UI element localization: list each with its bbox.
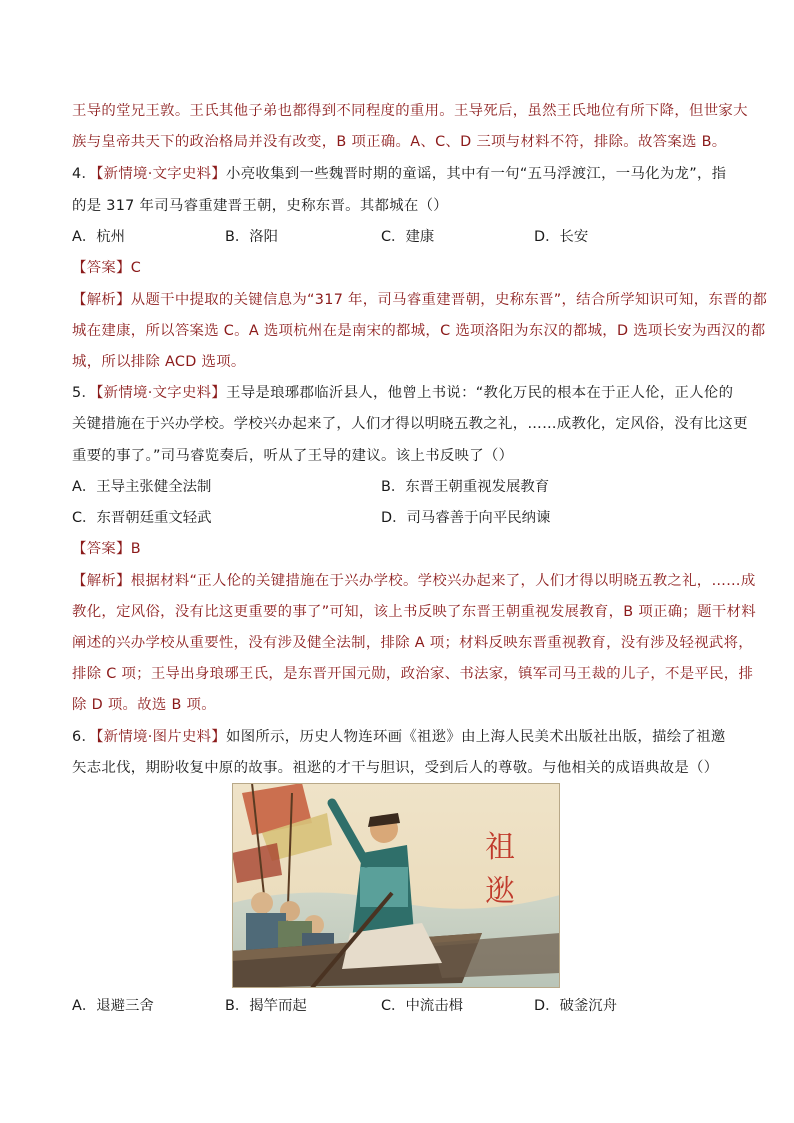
q4-option-c: C．建康	[381, 229, 435, 245]
q4-analysis-line-3: 城，所以排除 ACD 选项。	[72, 354, 246, 370]
q5-option-a: A．王导主张健全法制	[72, 479, 212, 495]
q6-option-d: D．破釜沉舟	[534, 998, 618, 1014]
q4-option-a: A．杭州	[72, 229, 126, 245]
q5-answer-tag: 【答案】	[72, 541, 131, 557]
q5-option-b: B．东晋王朝重视发展教育	[381, 479, 550, 495]
figure-title-char-1: 祖	[485, 830, 515, 865]
q5-analysis-line-2: 教化，定风俗，没有比这更重要的事了”可知，该上书反映了东晋王朝重视发展教育，B 项正确；题干材料	[72, 604, 756, 620]
q5-analysis-line-1	[72, 571, 756, 591]
q5-analysis-line-5: 除 D 项。故选 B 项。	[72, 697, 216, 713]
intro-line-1: 王导的堂兄王敦。王氏其他子弟也都得到不同程度的重用。王导死后，虽然王氏地位有所下降，但世家大	[72, 103, 748, 119]
q4-stem-line-1	[72, 164, 726, 184]
q5-stem-text-1: 王导是琅琊郡临沂县人，他曾上书说：“教化万民的根本在于正人伦，正人伦的	[226, 385, 734, 401]
intro-line-2: 族与皇帝共天下的政治格局并没有改变，B 项正确。A、C、D 三项与材料不符，排除。故答案选 B。	[72, 134, 727, 150]
q6-option-c: C．中流击楫	[381, 998, 464, 1014]
q5-analysis-line-4: 排除 C 项；王导出身琅琊王氏，是东晋开国元勋，政治家、书法家，镇军司马王裁的儿子，不是平民，排	[72, 666, 754, 682]
q5-tag: 【新情境·文字史料】	[96, 385, 227, 401]
zuti-comic-illustration	[232, 783, 560, 988]
comic-painting	[232, 783, 560, 988]
q4-option-b: B．洛阳	[225, 229, 279, 245]
q5-stem-line-2: 关键措施在于兴办学校。学校兴办起来了，人们才得以明晓五教之礼，……成教化，定风俗，没有比这更	[72, 416, 748, 432]
q5-analysis-text-1: 根据材料“正人伦的关键措施在于兴办学校。学校兴办起来了，人们才得以明晓五教之礼，……成	[130, 573, 756, 589]
q5-answer-value: B	[130, 541, 141, 557]
q4-analysis-line-1	[72, 290, 767, 310]
q5-analysis-line-3: 阐述的兴办学校从重要性，没有涉及健全法制，排除 A 项；材料反映东晋重视教育，没有涉及轻视武将，	[72, 635, 753, 651]
q5-number: 5．	[72, 385, 97, 401]
q5-analysis-tag: 【解析】	[72, 573, 131, 589]
q6-stem-line-1	[72, 727, 726, 747]
q5-option-d: D．司马睿善于向平民纳谏	[381, 510, 551, 526]
q4-answer-tag: 【答案】	[72, 260, 131, 276]
q4-answer-value: C	[130, 260, 142, 276]
q6-option-a: A．退避三舍	[72, 998, 154, 1014]
q5-stem-line-3: 重要的事了。”司马睿览奏后，听从了王导的建议。该上书反映了（）	[72, 448, 514, 464]
q4-analysis-line-2: 城在建康，所以答案选 C。A 选项杭州在是南宋的都城，C 选项洛阳为东汉的都城，D 选项长安为西汉的都	[72, 323, 766, 339]
q6-tag: 【新情境·图片史料】	[96, 729, 227, 745]
q4-analysis-text-1: 从题干中提取的关键信息为“317 年，司马睿重建晋朝，史称东晋”，结合所学知识可知，东晋的都	[130, 292, 768, 308]
q4-analysis-tag: 【解析】	[72, 292, 131, 308]
soldier-head	[251, 892, 273, 914]
q4-option-d: D．长安	[534, 229, 589, 245]
q4-tag: 【新情境·文字史料】	[96, 166, 227, 182]
q5-answer	[72, 539, 141, 559]
q4-number: 4．	[72, 166, 97, 182]
q5-option-c: C．东晋朝廷重文轻武	[72, 510, 212, 526]
figure-title-char-2: 逖	[485, 874, 515, 909]
q4-answer	[72, 258, 141, 278]
q5-stem-line-1	[72, 383, 733, 403]
q4-stem-line-2: 的是 317 年司马睿重建晋王朝，史称东晋。其都城在（）	[72, 198, 449, 214]
q6-option-b: B．揭竿而起	[225, 998, 307, 1014]
q6-number: 6．	[72, 729, 97, 745]
q6-stem-line-2: 矢志北伐，期盼收复中原的故事。祖逖的才干与胆识，受到后人的尊敬。与他相关的成语典故是（）	[72, 760, 719, 776]
q4-stem-text-1: 小亮收集到一些魏晋时期的童谣，其中有一句“五马浮渡江，一马化为龙”，指	[226, 166, 727, 182]
q6-stem-text-1: 如图所示，历史人物连环画《祖逖》由上海人民美术出版社出版，描绘了祖邀	[226, 729, 726, 745]
